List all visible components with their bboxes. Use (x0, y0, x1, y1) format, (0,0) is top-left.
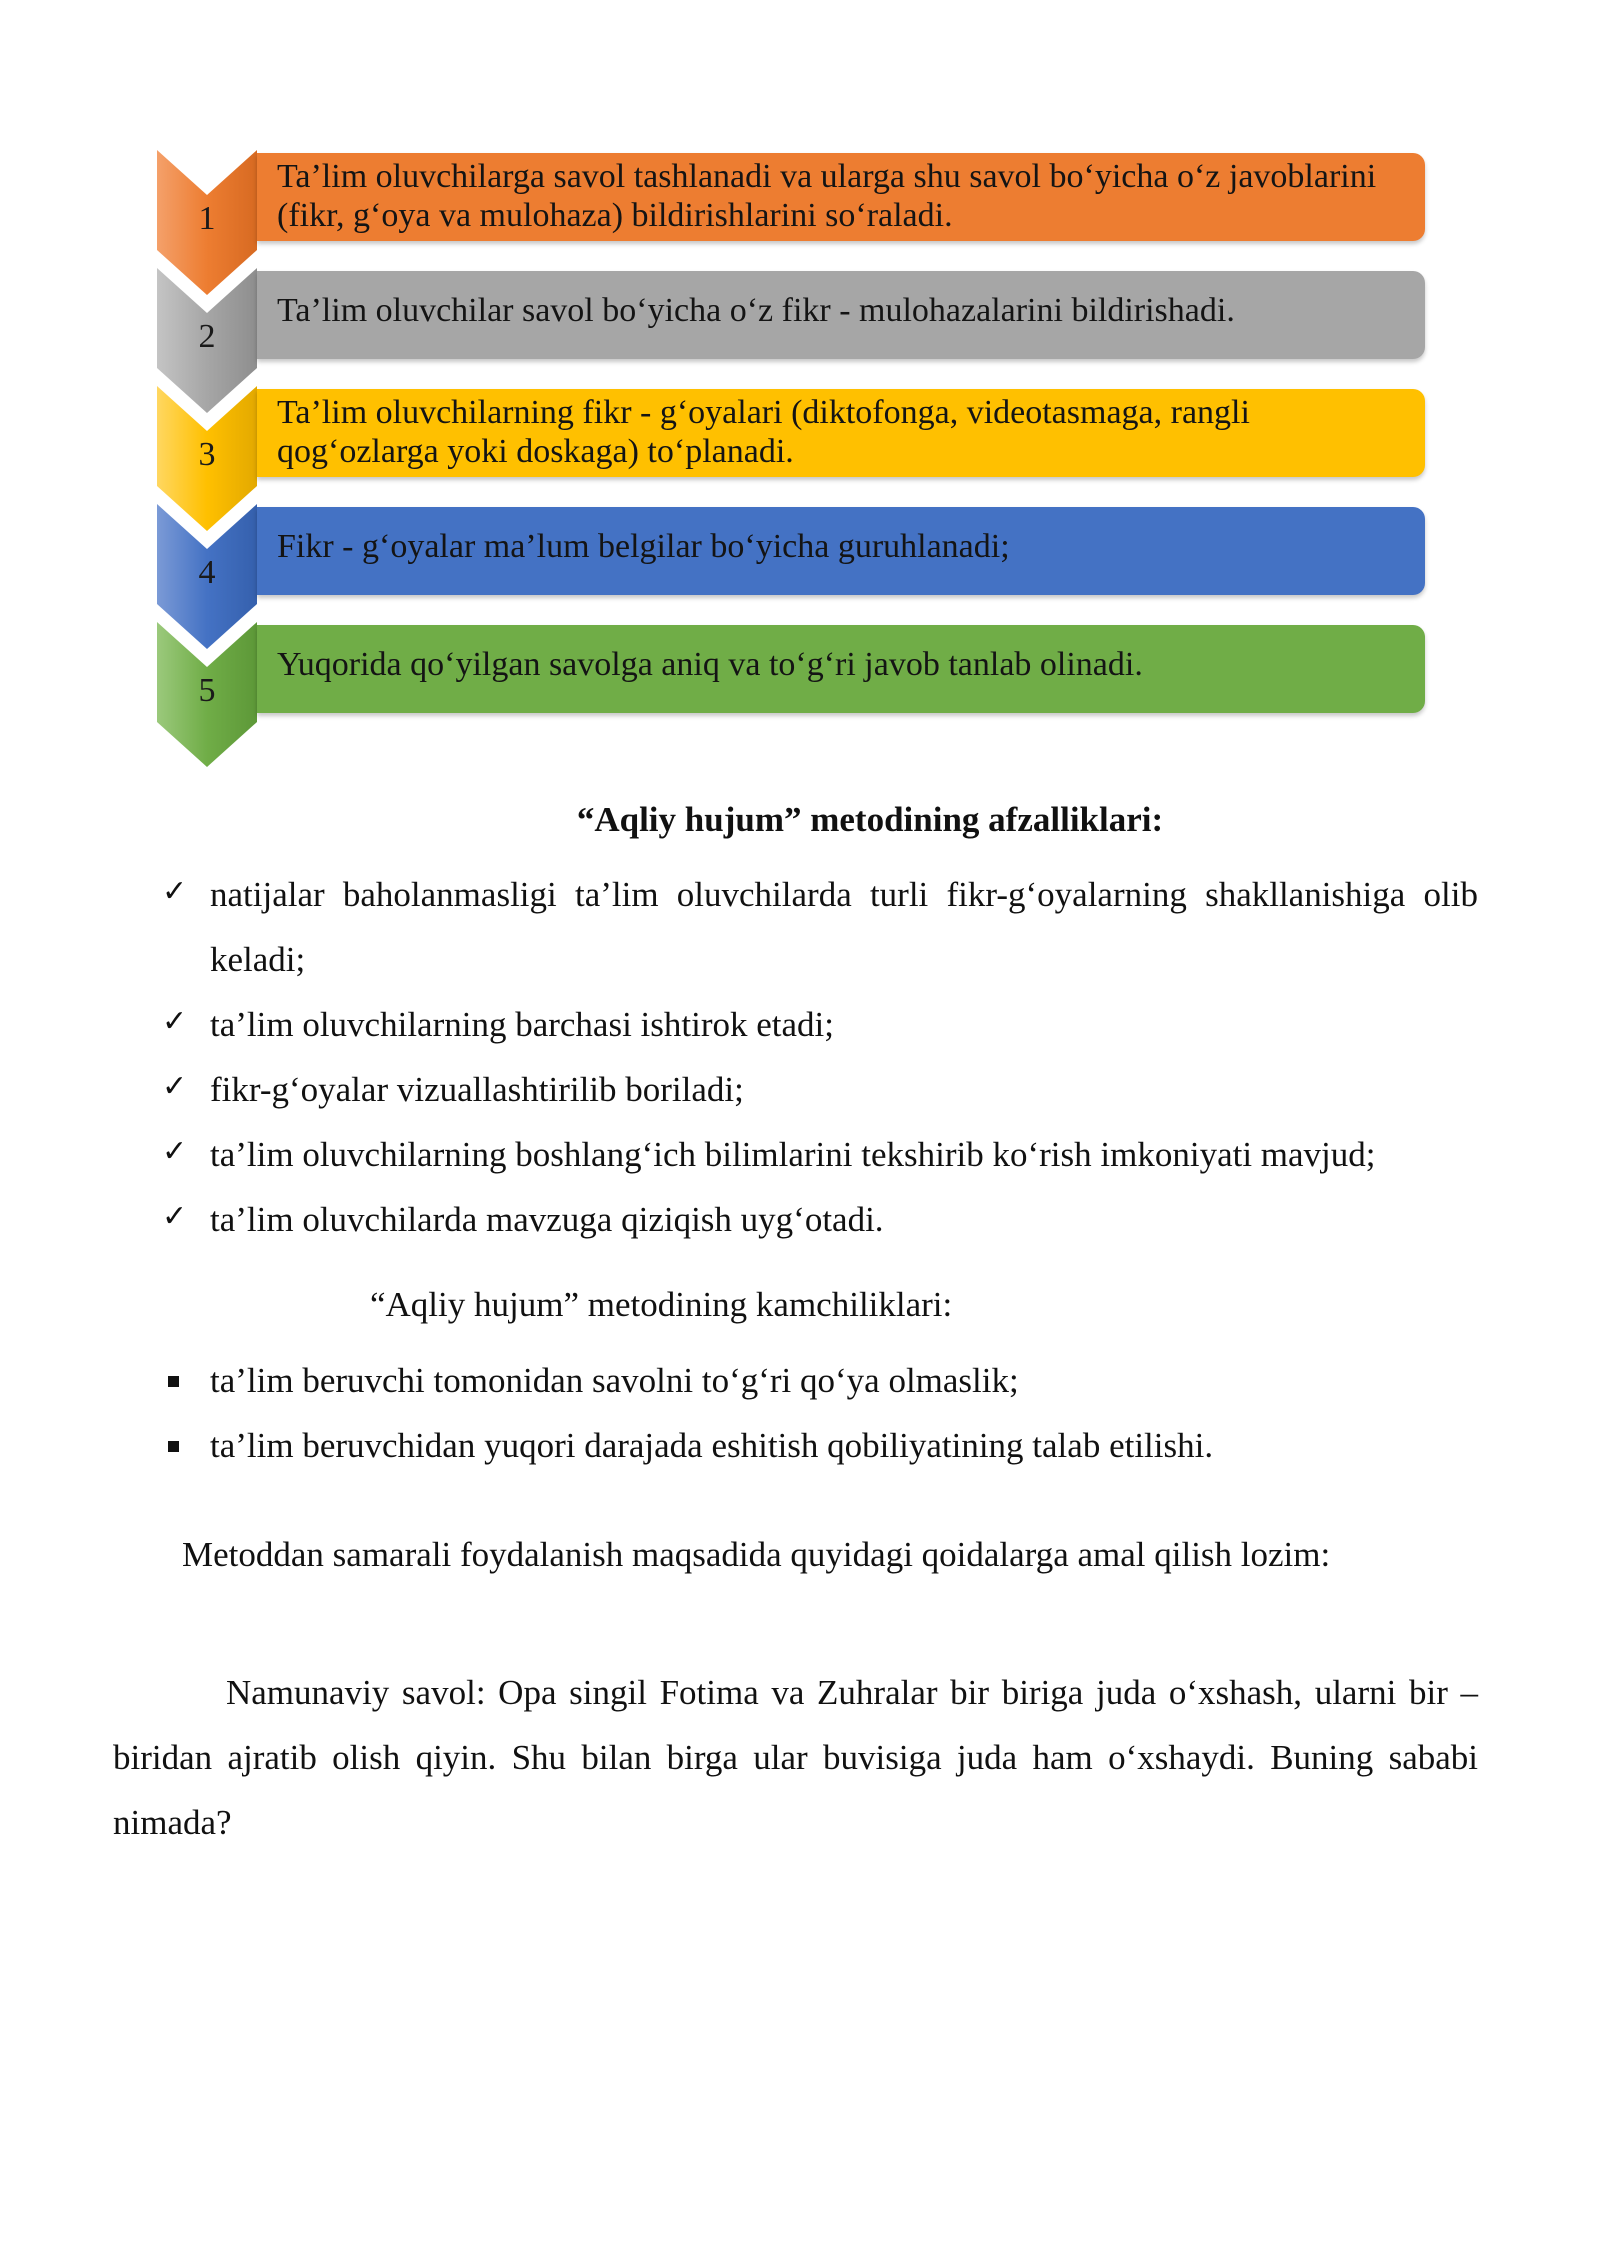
disadvantages-list (160, 1348, 1478, 1478)
checkmark-icon: ✓ (162, 874, 188, 909)
list-item-text: natijalar baholanmasligi ta’lim oluvchilarda turli fikr-g‘oyalarning shakllanishiga olib keladi; (210, 875, 1478, 979)
list-item (160, 1057, 1478, 1122)
step-text: Ta’lim oluvchilarga savol tashlanadi va ularga shu savol bo‘yicha o‘z javoblarini (fikr, g‘oya va mulohaza) bildirishlarini so‘raladi. (257, 153, 1425, 241)
step-number: 4 (198, 554, 216, 591)
process-step-1 (157, 150, 1429, 268)
list-item (160, 1122, 1478, 1187)
checkmark-icon: ✓ (162, 1199, 188, 1234)
list-item (160, 992, 1478, 1057)
list-item (160, 1187, 1478, 1252)
square-bullet-icon (168, 1376, 179, 1387)
list-item-text: ta’lim beruvchi tomonidan savolni to‘g‘ri qo‘ya olmaslik; (210, 1361, 1019, 1400)
list-item (160, 1348, 1478, 1413)
sample-question: Namunaviy savol: Opa singil Fotima va Zuhralar bir biriga juda o‘xshash, ularni bir – biridan ajratib olish qiyin. Shu bilan birga ular buvisiga juda ham o‘xshaydi. Buning sababi nimada? (113, 1673, 1478, 1842)
checkmark-icon: ✓ (162, 1134, 188, 1169)
checkmark-icon: ✓ (162, 1004, 188, 1039)
list-item-text: ta’lim oluvchilarning boshlang‘ich bilimlarini tekshirib ko‘rish imkoniyati mavjud; (210, 1135, 1376, 1174)
process-step-3 (157, 386, 1429, 504)
advantages-heading (0, 800, 1600, 840)
process-step-5 (157, 622, 1429, 740)
list-item-text: ta’lim oluvchilarda mavzuga qiziqish uyg‘otadi. (210, 1200, 884, 1239)
step-number: 5 (198, 672, 216, 709)
step-text: Fikr - g‘oyalar ma’lum belgilar bo‘yicha guruhlanadi; (257, 507, 1425, 595)
list-item (160, 1413, 1478, 1478)
chevron-down-icon (157, 622, 257, 767)
step-number: 1 (198, 200, 216, 237)
list-item-text: ta’lim oluvchilarning barchasi ishtirok etadi; (210, 1005, 835, 1044)
list-item (160, 862, 1478, 992)
step-text: Ta’lim oluvchilarning fikr - g‘oyalari (diktofonga, videotasmaga, rangli qog‘ozlarga yoki doskaga) to‘planadi. (257, 389, 1425, 477)
process-step-2 (157, 268, 1429, 386)
process-step-4 (157, 504, 1429, 622)
advantages-title: “Aqliy hujum” metodining afzalliklari: (576, 800, 1164, 839)
step-number: 3 (198, 436, 216, 473)
disadvantages-title: “Aqliy hujum” metodining kamchiliklari: (370, 1285, 953, 1324)
rules-intro: Metoddan samarali foydalanish maqsadida quyidagi qoidalarga amal qilish lozim: (182, 1535, 1331, 1574)
process-diagram (157, 150, 1429, 740)
step-number: 2 (198, 318, 216, 355)
square-bullet-icon (168, 1441, 179, 1452)
step-text: Ta’lim oluvchilar savol bo‘yicha o‘z fikr - mulohazalarini bildirishadi. (257, 271, 1425, 359)
list-item-text: fikr-g‘oyalar vizuallashtirilib boriladi; (210, 1070, 744, 1109)
advantages-list (160, 862, 1478, 1252)
step-text: Yuqorida qo‘yilgan savolga aniq va to‘g‘ri javob tanlab olinadi. (257, 625, 1425, 713)
list-item-text: ta’lim beruvchidan yuqori darajada eshitish qobiliyatining talab etilishi. (210, 1426, 1214, 1465)
checkmark-icon: ✓ (162, 1069, 188, 1104)
